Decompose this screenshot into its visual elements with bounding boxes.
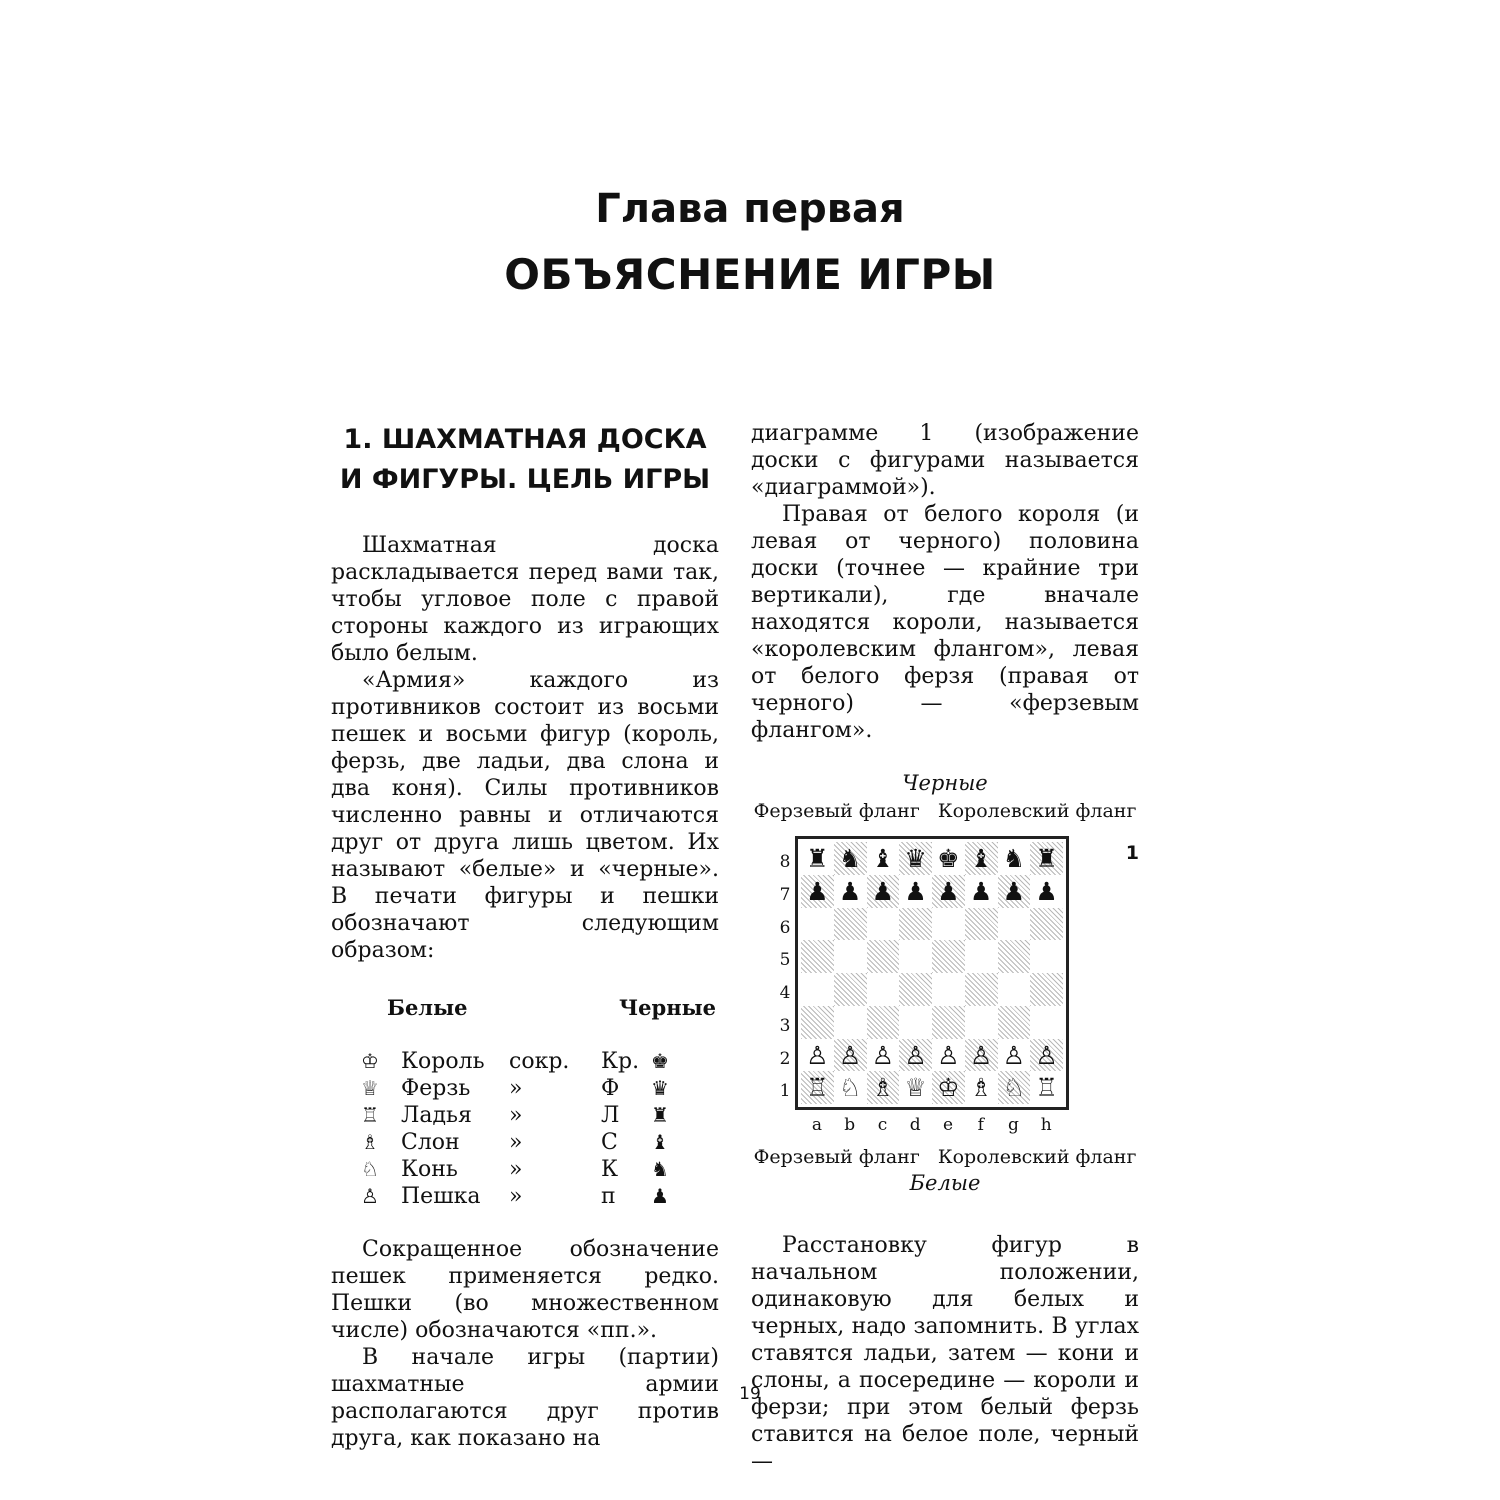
legend-white-header: Белые [387, 995, 468, 1020]
white-piece-icon: ♘ [361, 1157, 379, 1181]
right-column [751, 420, 1139, 1475]
file-label: d [909, 1115, 921, 1135]
board-square-h4 [1030, 973, 1063, 1006]
piece-symbol: К [601, 1157, 619, 1182]
rank-label: 1 [779, 1081, 791, 1102]
board-square-a6 [801, 908, 834, 941]
board-square-f5 [965, 940, 998, 973]
board-square-f1: ♗ [969, 1073, 993, 1103]
board-square-c5 [867, 940, 900, 973]
black-piece-icon: ♞ [651, 1157, 669, 1181]
white-piece-icon: ♕ [361, 1076, 379, 1100]
board-square-c6 [867, 908, 900, 941]
diagram-top-flanks: Ферзевый фланг Королевский фланг [753, 800, 1137, 822]
diagram-bottom-flanks: Ферзевый фланг Королевский фланг [753, 1146, 1137, 1168]
file-label: g [1008, 1115, 1019, 1135]
board-square-h6 [1030, 908, 1063, 941]
rank-label: 3 [779, 1015, 791, 1036]
board-square-c7: ♟ [867, 875, 900, 908]
board-square-f8: ♝ [965, 842, 998, 875]
paragraph: диаграмме 1 (изображение доски с фигурами называется «диаграммой»). [751, 421, 1139, 500]
white-piece-icon: ♔ [361, 1049, 379, 1073]
board-square-h8: ♜ [1030, 842, 1063, 875]
board-square-g6 [998, 908, 1031, 941]
rank-label: 2 [779, 1048, 791, 1069]
board-square-e3 [932, 1006, 965, 1039]
rank-label: 7 [779, 884, 791, 905]
board-square-c8: ♝ [871, 844, 895, 873]
board-square-f3 [965, 1006, 998, 1039]
piece-name: Ферзь [401, 1076, 471, 1101]
board-grid [801, 842, 1063, 1104]
board-square-d8: ♛ [899, 842, 932, 875]
file-label: b [844, 1115, 856, 1135]
legend-row [331, 1075, 719, 1102]
abbreviation-label: » [509, 1157, 523, 1182]
file-label: a [811, 1115, 823, 1135]
board-square-c2: ♙ [871, 1040, 895, 1070]
board-square-e8: ♚ [937, 844, 960, 873]
board-square-b6 [834, 908, 867, 941]
board-square-g8: ♞ [1002, 844, 1026, 873]
piece-symbol: Л [601, 1103, 620, 1128]
rank-label: 4 [779, 983, 791, 1003]
section-title-line: 1. ШАХМАТНАЯ ДОСКА [343, 424, 707, 455]
diagram-top-side: Черные [902, 771, 988, 795]
white-piece-icon: ♗ [361, 1130, 379, 1154]
board-square-e7: ♟ [932, 875, 965, 908]
board-square-d3 [899, 1006, 932, 1039]
piece-symbol: Ф [601, 1076, 620, 1101]
board-square-d6 [899, 908, 932, 941]
abbreviation-label: сокр. [509, 1049, 570, 1074]
file-label: h [1040, 1115, 1052, 1135]
legend-row [331, 1183, 719, 1210]
abbreviation-label: » [509, 1130, 523, 1155]
board-square-a1: ♖ [801, 1071, 834, 1104]
board-square-g3 [998, 1006, 1031, 1039]
chapter-heading: ОБЪЯСНЕНИЕ ИГРЫ [504, 250, 996, 299]
piece-symbol: С [601, 1130, 618, 1155]
page-number: 19 [739, 1384, 761, 1404]
board-square-g5 [998, 940, 1031, 973]
legend-row [331, 1102, 719, 1129]
board-square-c4 [867, 973, 900, 1006]
board-square-d4 [899, 973, 932, 1006]
file-label: f [977, 1115, 984, 1135]
board-square-b7: ♟ [838, 876, 862, 906]
left-column [331, 420, 719, 1452]
board-square-d7: ♟ [904, 876, 927, 906]
paragraph: Сокращенное обозначение пешек применяется редко. Пешки (во множественном числе) обозначаются «пп.». [331, 1237, 719, 1343]
board-square-e6 [932, 908, 965, 941]
abbreviation-label: » [509, 1076, 523, 1101]
board-square-e2: ♙ [937, 1040, 960, 1070]
legend-row [331, 1156, 719, 1183]
board-square-a4 [801, 973, 834, 1006]
board-square-d1: ♕ [904, 1073, 927, 1103]
piece-name: Ладья [401, 1103, 472, 1128]
board-square-a5 [801, 940, 834, 973]
black-piece-icon: ♝ [651, 1130, 669, 1154]
file-label: e [942, 1115, 954, 1135]
piece-name: Пешка [401, 1184, 481, 1209]
board-square-b3 [834, 1006, 867, 1039]
chess-board [795, 836, 1069, 1110]
board-square-a3 [801, 1006, 834, 1039]
piece-symbol: п [601, 1184, 616, 1209]
paragraph: Шахматная доска раскладывается перед вами так, чтобы угловое поле с правой стороны каждого из играющих было белым. [331, 533, 719, 666]
board-square-e1: ♔ [932, 1071, 965, 1104]
rank-label: 8 [779, 852, 791, 872]
paragraph: В начале игры (партии) шахматные армии располагаются друг против друга, как показано на [331, 1345, 719, 1451]
white-piece-icon: ♙ [361, 1184, 379, 1208]
board-square-h1: ♖ [1035, 1073, 1058, 1103]
piece-symbol: Кр. [601, 1049, 640, 1074]
board-square-b1: ♘ [838, 1073, 862, 1103]
board-square-f4 [965, 973, 998, 1006]
board-square-g2: ♙ [1002, 1040, 1026, 1070]
board-square-c3 [867, 1006, 900, 1039]
legend-black-header: Черные [619, 995, 717, 1020]
board-square-e4 [932, 973, 965, 1006]
piece-name: Конь [401, 1157, 458, 1182]
board-square-h5 [1030, 940, 1063, 973]
file-label: c [877, 1115, 888, 1135]
board-square-d5 [899, 940, 932, 973]
paragraph: «Армия» каждого из противников состоит из восьми пешек и восьми фигур (король, ферзь, две ладьи, два слона и два коня). Силы противников численно равны и отличаются друг от друга лишь цветом. Их называют «белые» и «черные». В печати фигуры и пешки обозначают следующим образом: [331, 668, 719, 963]
board-square-b4 [834, 973, 867, 1006]
board-square-b5 [834, 940, 867, 973]
black-piece-icon: ♜ [651, 1103, 669, 1127]
board-square-c1: ♗ [867, 1071, 900, 1104]
board-square-a2: ♙ [806, 1040, 829, 1070]
black-piece-icon: ♚ [651, 1049, 669, 1073]
piece-legend [331, 1048, 719, 1210]
board-square-a8: ♜ [806, 844, 829, 873]
board-square-d2: ♙ [899, 1039, 932, 1072]
black-piece-icon: ♛ [651, 1076, 669, 1100]
board-square-h7: ♟ [1035, 876, 1058, 906]
section-title-line: И ФИГУРЫ. ЦЕЛЬ ИГРЫ [339, 464, 711, 495]
white-piece-icon: ♖ [361, 1103, 379, 1127]
diagram-number: 1 [1125, 842, 1139, 864]
section-title [331, 420, 719, 500]
chapter-title: Глава первая [595, 186, 905, 232]
board-square-a7: ♟ [801, 875, 834, 908]
legend-header [331, 994, 719, 1026]
paragraph: Расстановку фигур в начальном положении, одинаковую для белых и черных, надо запомнить. В углах ставятся ладьи, затем — кони и слоны, а посередине — короли и ферзи; при этом белый ферзь ставится на белое поле, черный — [751, 1233, 1139, 1474]
rank-label: 5 [779, 950, 791, 971]
board-square-b8: ♞ [834, 842, 867, 875]
piece-name: Король [401, 1049, 485, 1074]
board-square-g4 [998, 973, 1031, 1006]
board-square-h3 [1030, 1006, 1063, 1039]
board-square-f2: ♙ [965, 1039, 998, 1072]
black-piece-icon: ♟ [651, 1184, 669, 1208]
board-square-g7: ♟ [998, 875, 1031, 908]
board-square-b2: ♙ [834, 1039, 867, 1072]
board-square-h2: ♙ [1030, 1039, 1063, 1072]
board-square-e5 [932, 940, 965, 973]
board-square-g1: ♘ [998, 1071, 1031, 1104]
board-square-f6 [965, 908, 998, 941]
legend-row [331, 1048, 719, 1075]
piece-name: Слон [401, 1130, 460, 1155]
abbreviation-label: » [509, 1184, 523, 1209]
chess-diagram [751, 770, 1139, 1232]
legend-row [331, 1129, 719, 1156]
board-square-f7: ♟ [969, 876, 993, 906]
paragraph: Правая от белого короля (и левая от черного) половина доски (точнее — крайние три вертикали), где вначале находятся короли, называется «королевским флангом», левая от белого ферзя (правая от черного) — «ферзевым флангом». [751, 502, 1139, 743]
diagram-bottom-side: Белые [909, 1171, 981, 1195]
rank-label: 6 [779, 917, 791, 938]
abbreviation-label: » [509, 1103, 523, 1128]
